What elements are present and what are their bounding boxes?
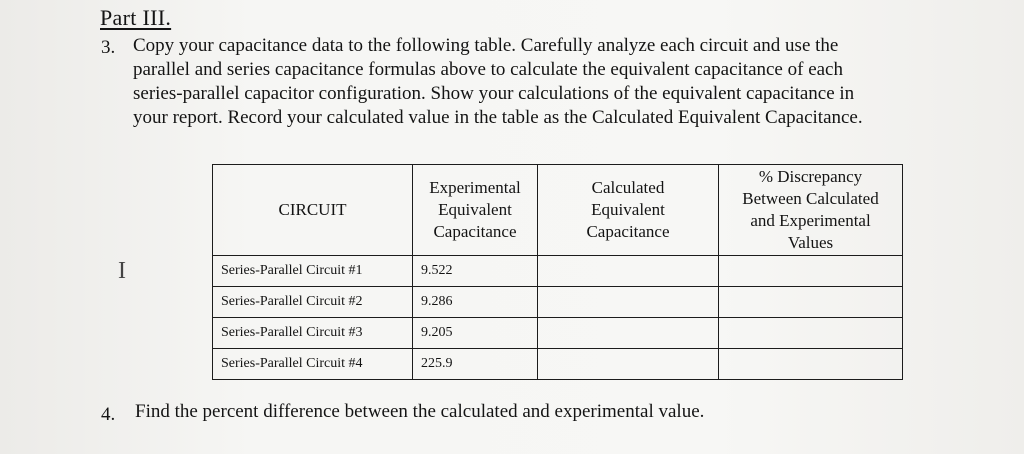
table-row — [213, 349, 903, 380]
discrepancy-value-cell — [719, 287, 903, 318]
discrepancy-value-cell — [719, 349, 903, 380]
calculated-value-cell — [538, 256, 719, 287]
header-experimental — [413, 165, 538, 256]
capacitance-table — [212, 164, 903, 380]
header-calculated-line: Calculated — [591, 178, 665, 197]
circuit-name-cell: Series-Parallel Circuit #3 — [213, 318, 413, 349]
calculated-value-cell — [538, 318, 719, 349]
question-3-line: series-parallel capacitor configuration. Show your calculations of the equivalent capacitance in — [133, 83, 855, 104]
header-discrepancy-line: and Experimental — [750, 211, 871, 230]
experimental-value-cell: 9.522 — [413, 256, 538, 287]
header-calculated-line: Equivalent — [591, 200, 665, 219]
experimental-value-cell: 9.286 — [413, 287, 538, 318]
circuit-name-cell: Series-Parallel Circuit #1 — [213, 256, 413, 287]
header-circuit — [213, 165, 413, 256]
circuit-name-cell: Series-Parallel Circuit #4 — [213, 349, 413, 380]
question-3-number: 3. — [101, 37, 116, 58]
header-calculated — [538, 165, 719, 256]
question-3-text — [133, 34, 973, 130]
header-discrepancy-line: Values — [787, 233, 834, 252]
header-experimental-line: Equivalent — [438, 200, 512, 219]
experimental-value-cell: 225.9 — [413, 349, 538, 380]
table-header-row — [213, 165, 903, 256]
experimental-value-cell: 9.205 — [413, 318, 538, 349]
header-experimental-line: Capacitance — [433, 222, 517, 241]
header-discrepancy — [719, 165, 903, 256]
question-3-line: Copy your capacitance data to the following table. Carefully analyze each circuit and use the — [133, 35, 839, 56]
header-discrepancy-line: Between Calculated — [742, 189, 879, 208]
discrepancy-value-cell — [719, 318, 903, 349]
calculated-value-cell — [538, 287, 719, 318]
question-3-line: your report. Record your calculated value in the table as the Calculated Equivalent Capacitance. — [133, 107, 863, 128]
calculated-value-cell — [538, 349, 719, 380]
header-calculated-line: Capacitance — [586, 222, 670, 241]
question-4-text: Find the percent difference between the calculated and experimental value. — [135, 401, 705, 422]
header-experimental-line: Experimental — [429, 178, 521, 197]
text-cursor-icon: I — [118, 258, 126, 284]
table-row — [213, 256, 903, 287]
discrepancy-value-cell — [719, 256, 903, 287]
circuit-name-cell: Series-Parallel Circuit #2 — [213, 287, 413, 318]
table-row — [213, 318, 903, 349]
question-3-line: parallel and series capacitance formulas above to calculate the equivalent capacitance of each — [133, 59, 843, 80]
header-discrepancy-line: % Discrepancy — [758, 167, 863, 186]
table-row — [213, 287, 903, 318]
question-4-number: 4. — [101, 404, 116, 425]
header-circuit-label: CIRCUIT — [278, 200, 347, 219]
section-heading: Part III. — [100, 5, 172, 30]
